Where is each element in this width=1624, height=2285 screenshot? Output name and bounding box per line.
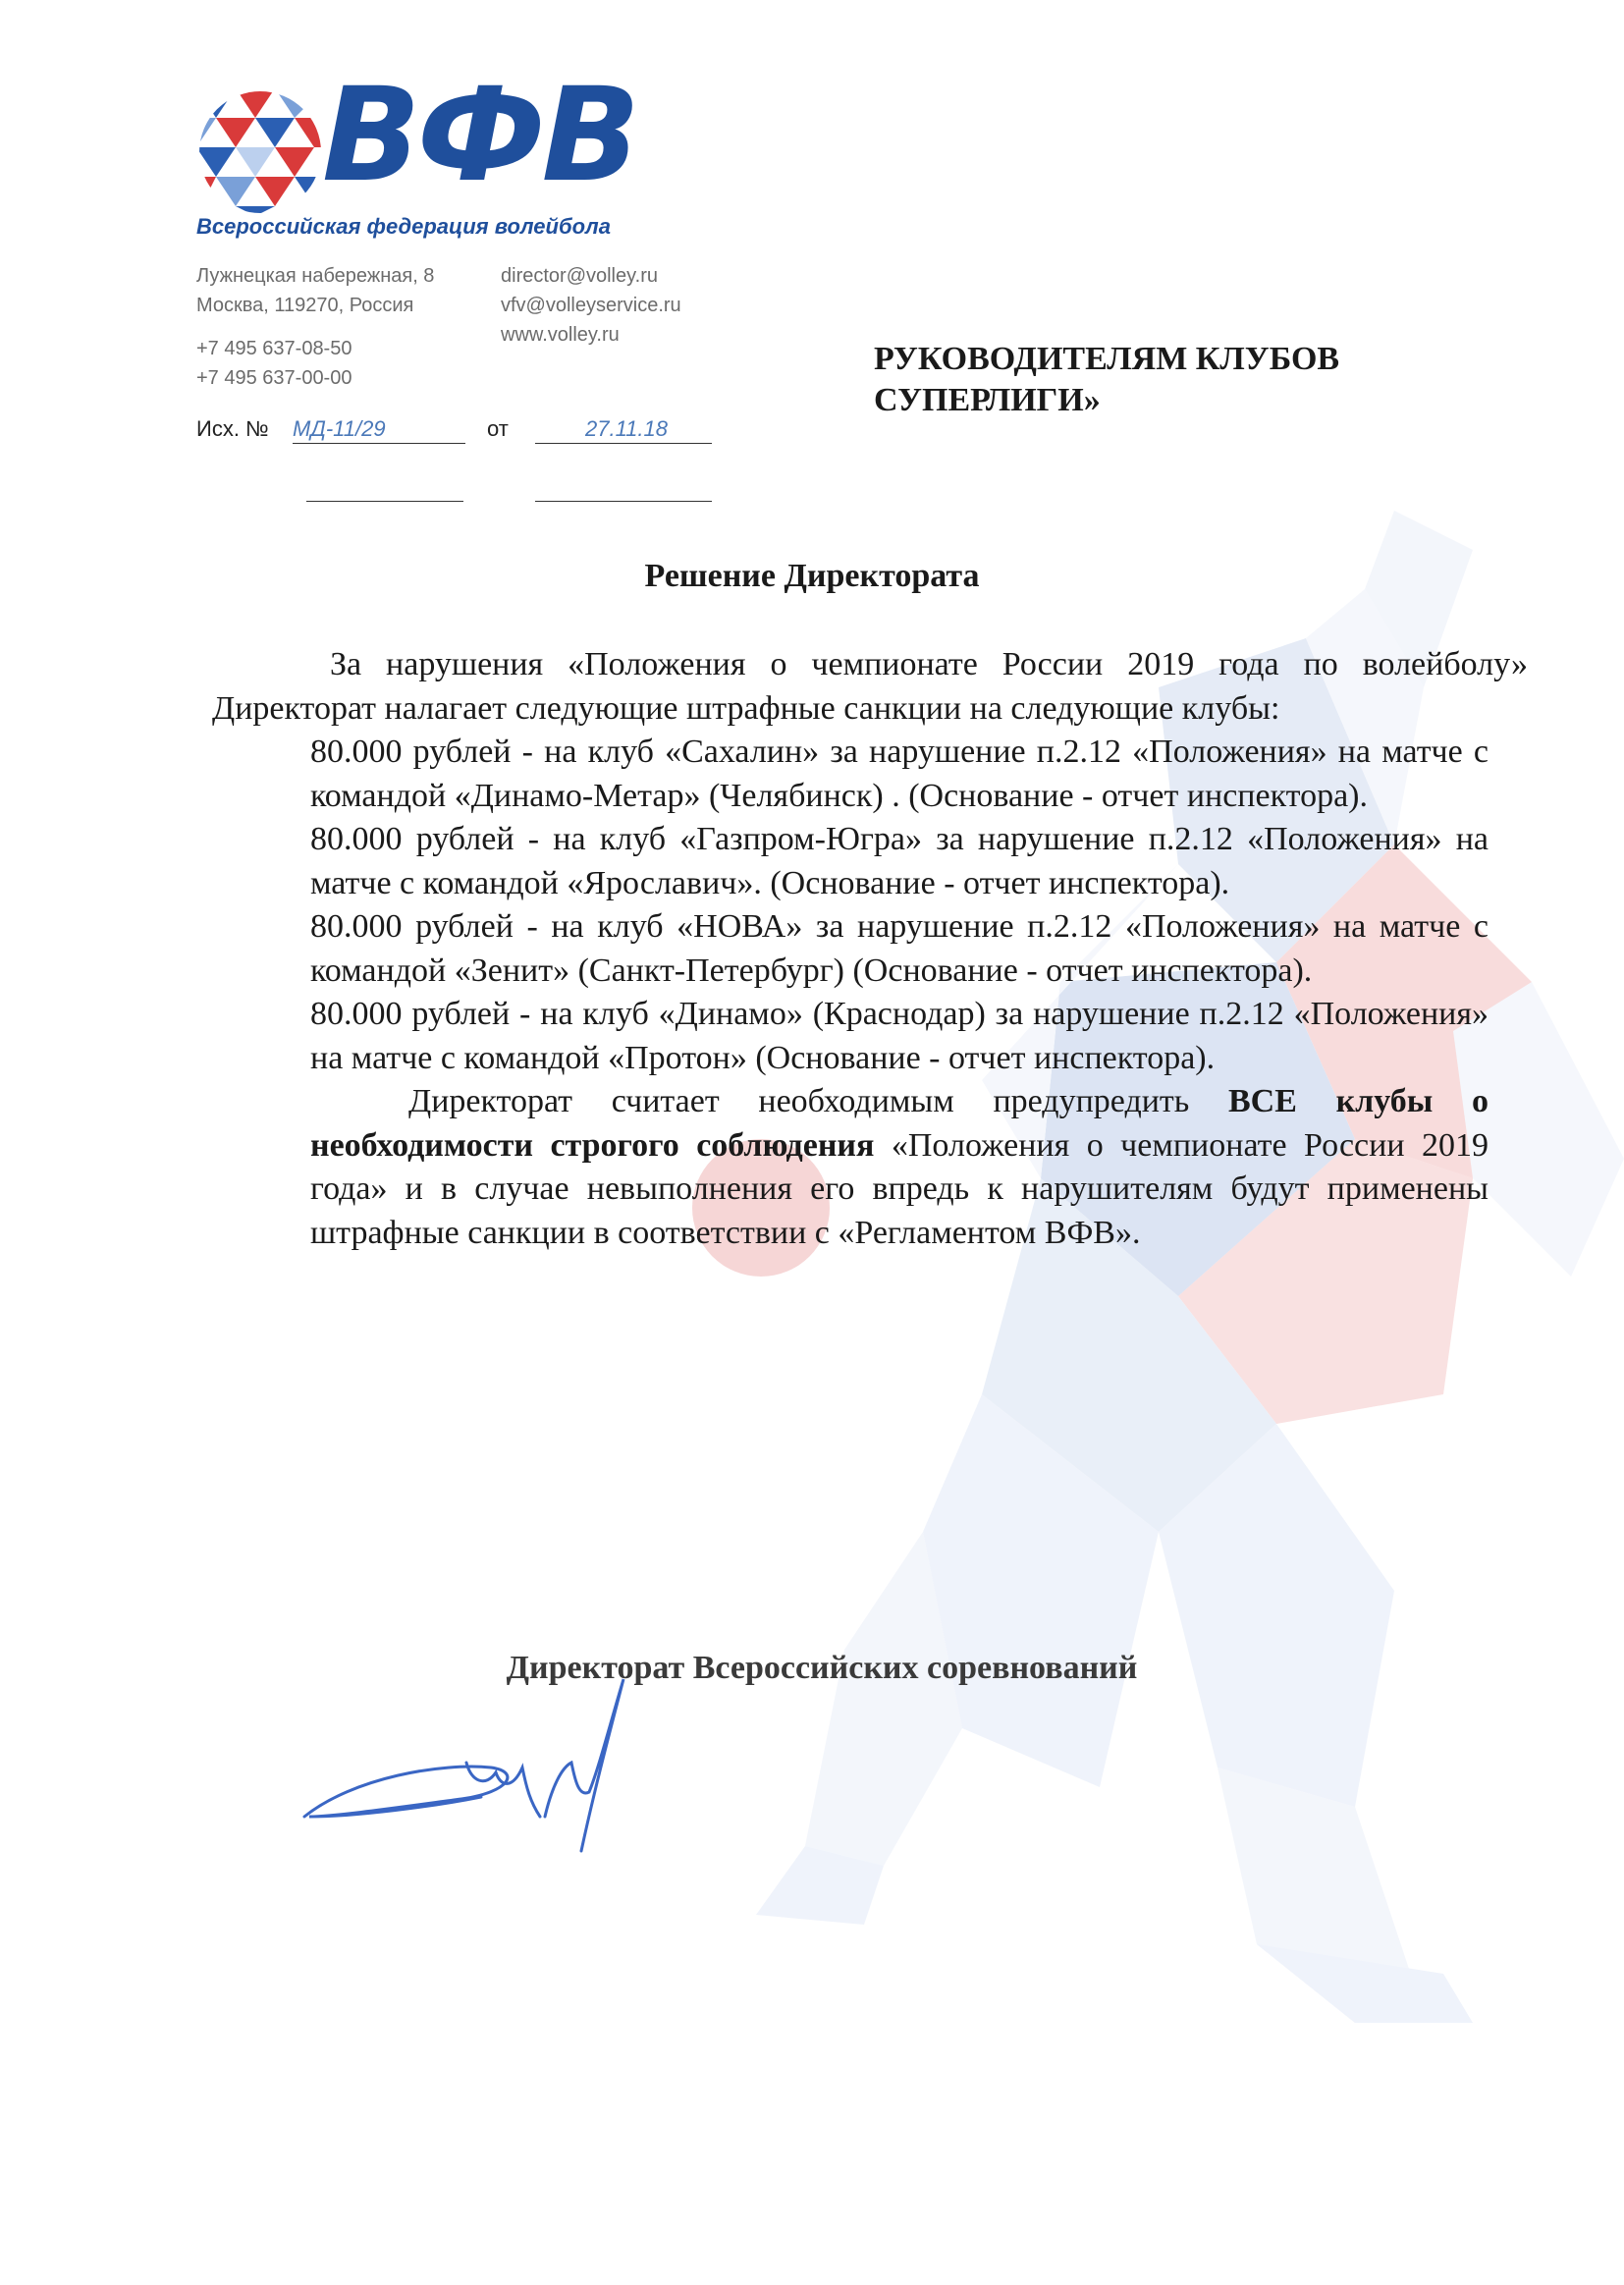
closing-paragraph xyxy=(310,1080,1489,1255)
email-link[interactable]: vfv@volleyservice.ru xyxy=(501,295,681,316)
date-underline xyxy=(535,443,712,444)
penalty-item: 80.000 рублей - на клуб «Газпром-Югра» за нарушение п.2.12 «Положения» на матче с командой «Ярославич». (Основание - отчет инспектора). xyxy=(310,821,1489,901)
penalty-item: 80.000 рублей - на клуб «Сахалин» за нарушение п.2.12 «Положения» на матче с командой «Динамо-Метар» (Челябинск) . (Основание - отчет инспектора). xyxy=(310,734,1489,814)
blank-underline xyxy=(535,501,712,502)
signatory: Директорат Всероссийских соревнований xyxy=(506,1650,1138,1686)
phone-number: +7 495 637-08-50 xyxy=(196,338,352,359)
closing-emphasis: ВСЕ клубы о необходимости строгого соблюдения xyxy=(310,1083,1489,1164)
reference-number: МД-11/29 xyxy=(293,416,386,441)
reference-label: Исх. № xyxy=(196,416,269,441)
recipient-line: РУКОВОДИТЕЛЯМ КЛУБОВ xyxy=(874,341,1340,377)
document-title: Решение Директората xyxy=(644,558,980,594)
email-block xyxy=(501,261,681,350)
penalty-item: 80.000 рублей - на клуб «Динамо» (Краснодар) за нарушение п.2.12 «Положения» на матче с командой «Протон» (Основание - отчет инспектора). xyxy=(310,996,1489,1076)
closing-text-end: «Положения о чемпионате России 2019 года» и в случае невыполнения его впредь к нарушителям будут применены штрафные санкции в соответствии с «Регламентом ВФВ». xyxy=(310,1126,1489,1251)
closing-text-start: Директорат считает необходимым предупредить xyxy=(408,1083,1228,1119)
document-body xyxy=(212,643,1528,1255)
address-block xyxy=(196,261,434,320)
address-line: Москва, 119270, Россия xyxy=(196,295,414,316)
handwritten-signature xyxy=(295,1669,648,1856)
website-link[interactable]: www.volley.ru xyxy=(501,324,620,346)
reference-date: 27.11.18 xyxy=(585,416,669,441)
recipient-line: СУПЕРЛИГИ» xyxy=(874,382,1101,418)
phone-number: +7 495 637-00-00 xyxy=(196,367,352,389)
logo-wordmark: ВФВ xyxy=(322,60,637,211)
volleyball-logo-icon xyxy=(196,88,324,216)
recipient-block xyxy=(874,339,1424,421)
intro-paragraph: За нарушения «Положения о чемпионате России 2019 года по волейболу» Директорат налагает следующие штрафные санкции на следующие клубы: xyxy=(212,646,1528,727)
email-link[interactable]: director@volley.ru xyxy=(501,265,658,287)
organization-name: Всероссийская федерация волейбола xyxy=(196,214,611,239)
blank-underline xyxy=(306,501,463,502)
penalty-list xyxy=(310,731,1489,1080)
number-underline xyxy=(293,443,465,444)
address-line: Лужнецкая набережная, 8 xyxy=(196,265,435,287)
vfv-logo xyxy=(196,60,648,255)
penalty-item: 80.000 рублей - на клуб «НОВА» за нарушение п.2.12 «Положения» на матче с командой «Зенит» (Санкт-Петербург) (Основание - отчет инспектора). xyxy=(310,908,1489,989)
date-label: от xyxy=(487,416,509,441)
phone-block xyxy=(196,334,352,393)
